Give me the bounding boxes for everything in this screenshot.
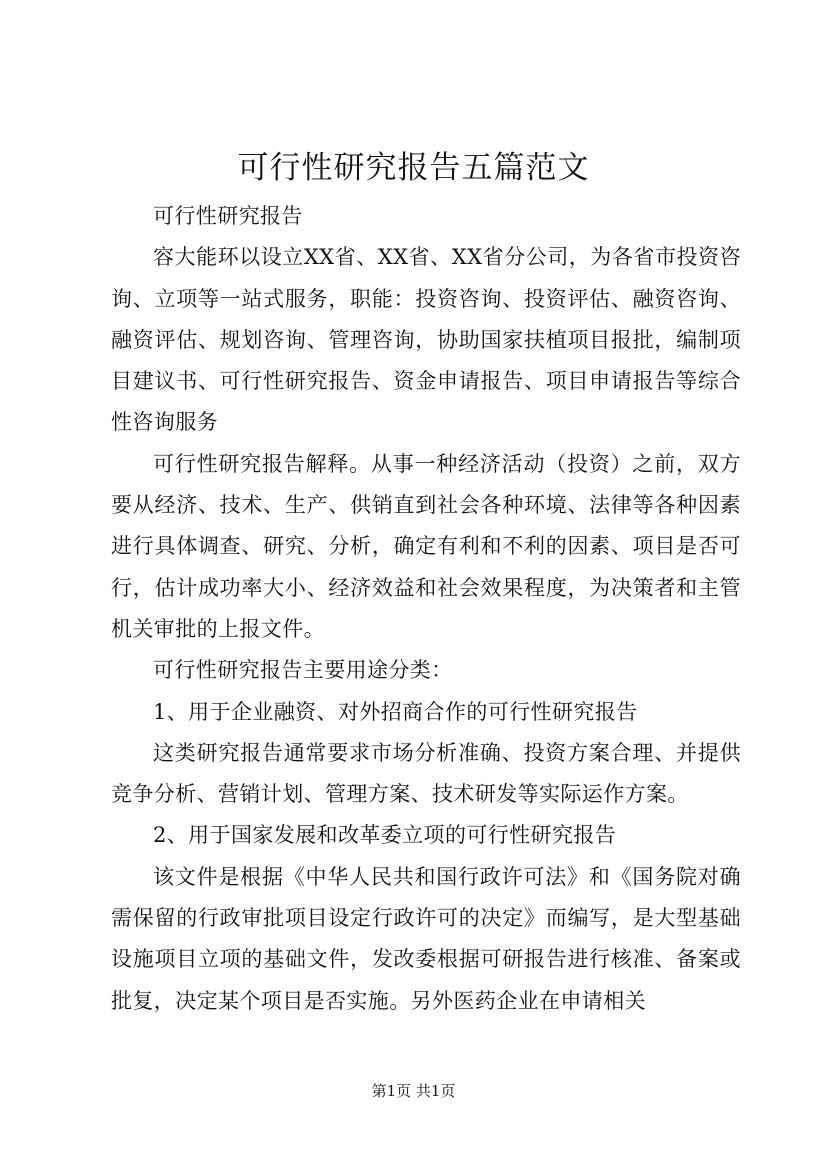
paragraph: 该文件是根据《中华人民共和国行政许可法》和《国务院对确需保留的行政审批项目设定行政许可的决定》而编写，是大型基础设施项目立项的基础文件，发改委根据可研报告进行核准、备案或批复，决定某个项目是否实施。另外医药企业在申请相关 — [111, 864, 741, 1013]
document-body — [111, 196, 741, 1022]
paragraph-list-item: 2、用于国家发展和改革委立项的可行性研究报告 — [153, 823, 617, 848]
paragraph: 这类研究报告通常要求市场分析准确、投资方案合理、并提供竞争分析、营销计划、管理方案、技术研发等实际运作方案。 — [111, 740, 741, 807]
document-title: 可行性研究报告五篇范文 — [237, 150, 590, 186]
page-number-footer: 第1页 共1页 — [371, 1082, 456, 1100]
paragraph: 可行性研究报告解释。从事一种经济活动（投资）之前，双方要从经济、技术、生产、供销直到社会各种环境、法律等各种因素进行具体调查、研究、分析，确定有利和不利的因素、项目是否可行，估计成功率大小、经济效益和社会效果程度，为决策者和主管机关审批的上报文件。 — [111, 451, 741, 641]
paragraph-list-item: 1、用于企业融资、对外招商合作的可行性研究报告 — [153, 699, 638, 724]
paragraph: 容大能环以设立XX省、XX省、XX省分公司，为各省市投资咨询、立项等一站式服务，职能：投资咨询、投资评估、融资咨询、融资评估、规划咨询、管理咨询，协助国家扶植项目报批，编制项目建议书、可行性研究报告、资金申请报告、项目申请报告等综合性咨询服务 — [111, 245, 741, 435]
paragraph: 可行性研究报告主要用途分类： — [153, 658, 453, 683]
paragraph-heading: 可行性研究报告 — [153, 204, 303, 228]
